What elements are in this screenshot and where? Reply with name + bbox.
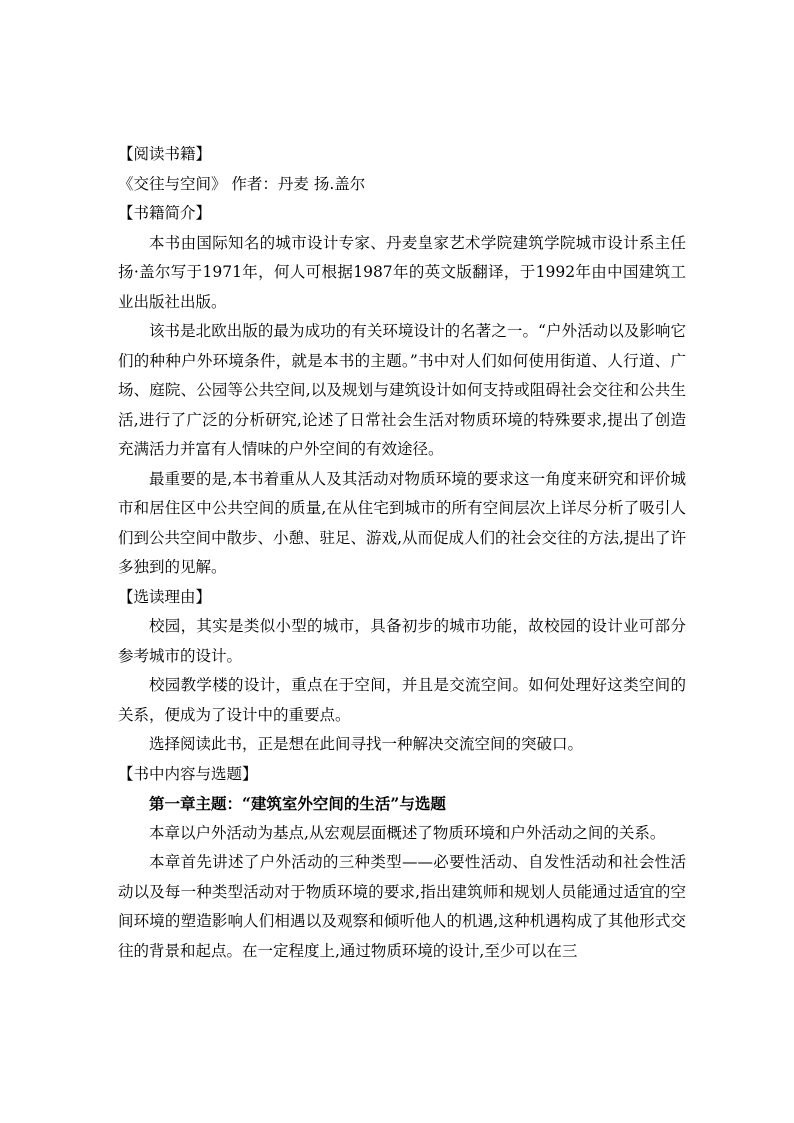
- section-heading-reading-reason: 【选读理由】: [118, 587, 212, 606]
- section-heading-content-topic: 【书中内容与选题】: [118, 764, 258, 783]
- intro-paragraph: 本书由国际知名的城市设计专家、丹麦皇家艺术学院建筑学院城市设计系主任扬·盖尔写于1971年，何人可根据1987年的英文版翻译，于1992年由中国建筑工业出版社出版。: [118, 233, 686, 311]
- section-heading-book-intro: 【书籍简介】: [118, 204, 212, 222]
- reason-paragraph: 校园，其实是类似小型的城市，具备初步的城市功能，故校园的设计业可部分参考城市的设计。: [118, 617, 686, 665]
- chapter-title: 第一章主题：“建筑室外空间的生活”与选题: [149, 794, 446, 813]
- book-title-author-line: 《交往与空间》 作者：丹麦 扬.盖尔: [118, 174, 366, 193]
- reason-paragraph: 校园教学楼的设计，重点在于空间，并且是交流空间。如何处理好这类空间的关系，便成为了设计中的重要点。: [118, 676, 686, 724]
- intro-paragraph: 最重要的是,本书着重从人及其活动对物质环境的要求这一角度来研究和评价城市和居住区中公共空间的质量,在从住宅到城市的所有空间层次上详尽分析了吸引人们到公共空间中散步、小憩、驻足、游戏,从而促成人们的社会交往的方法,提出了许多独到的见解。: [118, 469, 686, 576]
- content-paragraph: 本章以户外活动为基点,从宏观层面概述了物质环境和户外活动之间的关系。: [149, 823, 666, 842]
- reason-paragraph: 选择阅读此书，正是想在此间寻找一种解决交流空间的突破口。: [149, 735, 584, 753]
- intro-paragraph: 该书是北欧出版的最为成功的有关环境设计的名著之一。“户外活动以及影响它们的种种户外环境条件，就是本书的主题。”书中对人们如何使用街道、人行道、广场、庭院、公园等公共空间,以及规划与建筑设计如何支持或阻碍社会交往和公共生活,进行了广泛的分析研究,论述了日常社会生活对物质环境的特殊要求,提出了创造充满活力并富有人情味的户外空间的有效途径。: [118, 322, 686, 458]
- content-paragraph: 本章首先讲述了户外活动的三种类型——必要性活动、自发性活动和社会性活动以及每一种类型活动对于物质环境的要求,指出建筑师和规划人员能通过适宜的空间环境的塑造影响人们相遇以及观察和倾听他人的机遇,这种机遇构成了其他形式交往的背景和起点。在一定程度上,通过物质环境的设计,至少可以在三: [118, 853, 686, 960]
- section-heading-reading-book: 【阅读书籍】: [118, 145, 212, 163]
- document-body: [118, 140, 686, 966]
